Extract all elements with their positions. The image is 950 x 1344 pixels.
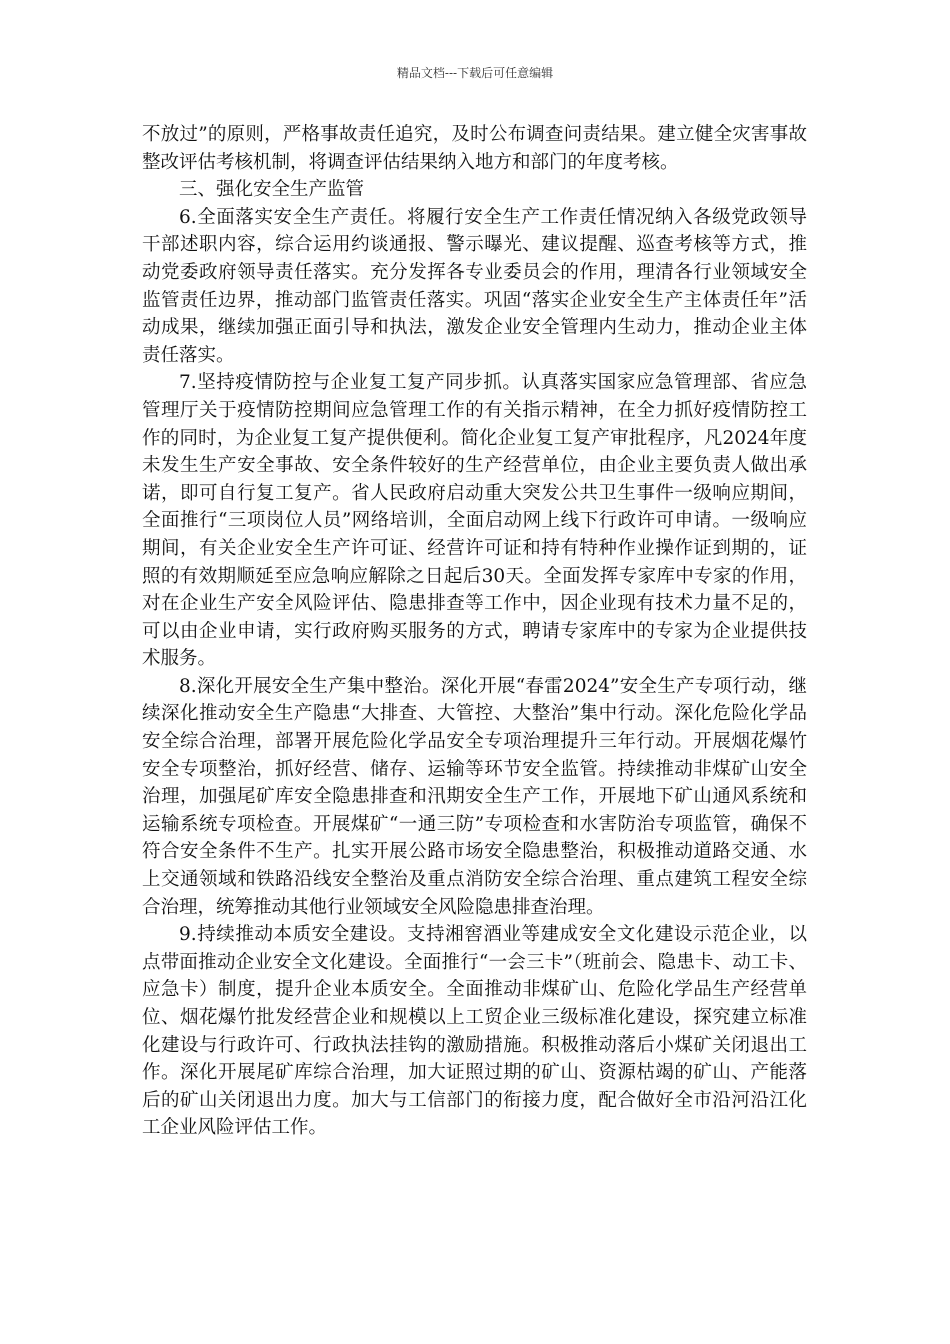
paragraph-item-9: 9.持续推动本质安全建设。支持湘窖酒业等建成安全文化建设示范企业，以点带面推动企业安全文化建设。全面推行“一会三卡”（班前会、隐患卡、动工卡、应急卡）制度，提升企业本质安全。全面推动非煤矿山、危险化学品生产经营单位、烟花爆竹批发经营企业和规模以上工贸企业三级标准化建设，探究建立标准化建设与行政许可、行政执法挂钩的激励措施。积极推动落后小煤矿关闭退出工作。深化开展尾矿库综合治理，加大证照过期的矿山、资源枯竭的矿山、产能落后的矿山关闭退出力度。加大与工信部门的衔接力度，配合做好全市沿河沿江化工企业风险评估工作。 xyxy=(142,924,807,1139)
section-heading: 三、强化安全生产监管 xyxy=(179,179,365,201)
paragraph-item-7: 7.坚持疫情防控与企业复工复产同步抓。认真落实国家应急管理部、省应急管理厅关于疫情防控期间应急管理工作的有关指示精神，在全力抓好疫情防控工作的同时，为企业复工复产提供便利。简化企业复工复产审批程序，凡2024年度未发生生产安全事故、安全条件较好的生产经营单位，由企业主要负责人做出承诺，即可自行复工复产。省人民政府启动重大突发公共卫生事件一级响应期间，全面推行“三项岗位人员”网络培训，全面启动网上线下行政许可申请。一级响应期间，有关企业安全生产许可证、经营许可证和持有特种作业操作证到期的，证照的有效期顺延至应急响应解除之日起后30天。全面发挥专家库中专家的作用，对在企业生产安全风险评估、隐患排查等工作中，因企业现有技术力量不足的，可以由企业申请，实行政府购买服务的方式，聘请专家库中的专家为企业提供技术服务。 xyxy=(142,372,807,670)
paragraph-item-6: 6.全面落实安全生产责任。将履行安全生产工作责任情况纳入各级党政领导干部述职内容，综合运用约谈通报、警示曝光、建议提醒、巡查考核等方式，推动党委政府领导责任落实。充分发挥各专业委员会的作用，理清各行业领域安全监管责任边界，推动部门监管责任落实。巩固“落实企业安全生产主体责任年”活动成果，继续加强正面引导和执法，激发企业安全管理内生动力，推动企业主体责任落实。 xyxy=(142,206,807,366)
paragraph-item-8: 8.深化开展安全生产集中整治。深化开展“春雷2024”安全生产专项行动，继续深化推动安全生产隐患“大排查、大管控、大整治”集中行动。深化危险化学品安全综合治理，部署开展危险化学品安全专项治理提升三年行动。开展烟花爆竹安全专项整治，抓好经营、储存、运输等环节安全监管。持续推动非煤矿山安全治理，加强尾矿库安全隐患排查和汛期安全生产工作，开展地下矿山通风系统和运输系统专项检查。开展煤矿“一通三防”专项检查和水害防治专项监管，确保不符合安全条件不生产。扎实开展公路市场安全隐患整治，积极推动道路交通、水上交通领域和铁路沿线安全整治及重点消防安全综合治理、重点建筑工程安全综合治理，统筹推动其他行业领域安全风险隐患排查治理。 xyxy=(142,675,807,918)
page-header: 精品文档---下载后可任意编辑 xyxy=(396,66,554,80)
paragraph-continuation: 不放过”的原则，严格事故责任追究，及时公布调查问责结果。建立健全灾害事故整改评估考核机制，将调查评估结果纳入地方和部门的年度考核。 xyxy=(142,124,807,173)
document-body xyxy=(142,121,807,1142)
